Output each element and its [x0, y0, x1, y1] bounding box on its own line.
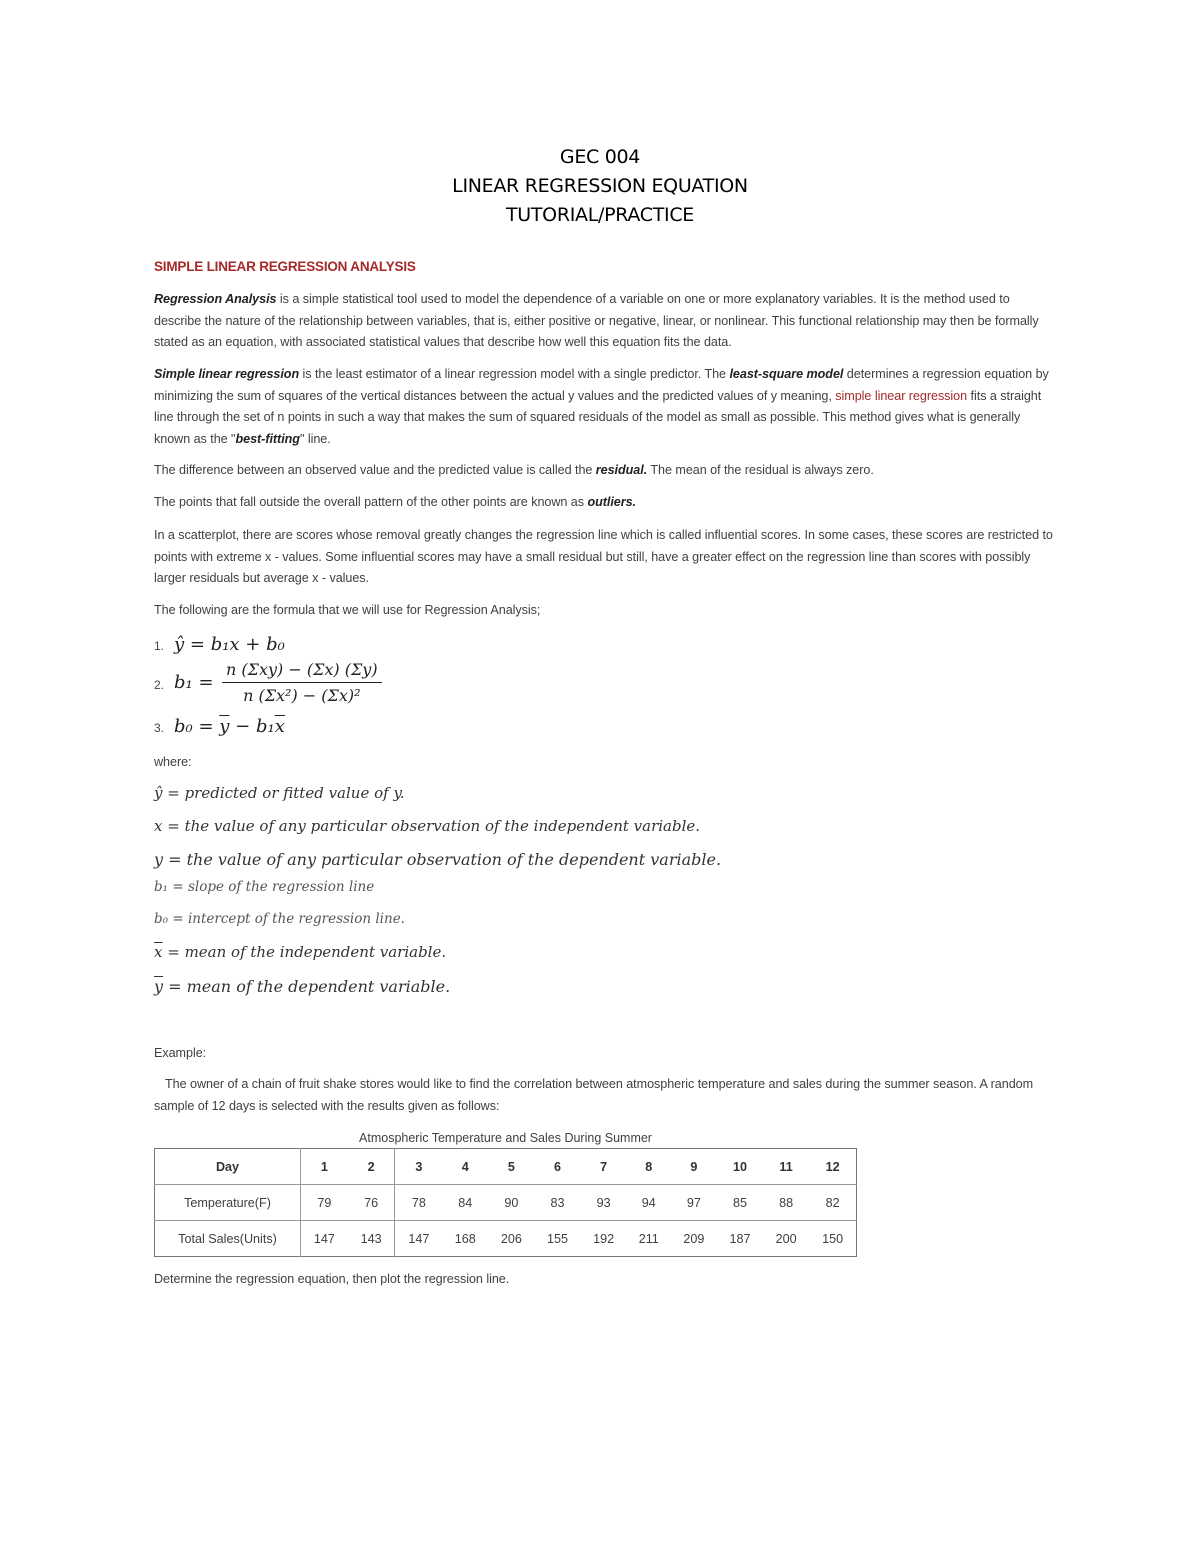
sales-cell: 147 — [395, 1221, 442, 1257]
paragraph-formula-intro: The following are the formula that we will use for Regression Analysis; — [154, 603, 541, 617]
temperature-cell: 94 — [627, 1185, 671, 1221]
formula-slope-lhs: b₁ = — [174, 672, 214, 693]
document-title — [0, 143, 1200, 230]
day-cell: 9 — [690, 1159, 698, 1174]
paragraph-text: is the least estimator of a linear regression model with a single predictor. The — [299, 367, 730, 381]
temperature-cell: 93 — [581, 1185, 627, 1221]
term-residual: residual. — [595, 463, 648, 477]
row-label-temperature: Temperature(F) — [155, 1185, 301, 1221]
definition-text: = mean of the independent variable. — [162, 943, 447, 961]
title-subtitle: TUTORIAL/PRACTICE — [505, 204, 695, 226]
paragraph-text: The difference between an observed value and the predicted value is called the — [154, 463, 596, 477]
row-label-sales: Total Sales(Units) — [155, 1221, 301, 1257]
sales-cell: 211 — [627, 1221, 671, 1257]
temperature-cell: 85 — [717, 1185, 763, 1221]
final-instruction: Determine the regression equation, then plot the regression line. — [154, 1272, 510, 1286]
paragraph-text: fits a straight line through the set of n points in such a way that makes the sum of squared residuals of the model as small as possible. This method gives what is generally known as the " — [154, 388, 1042, 446]
formula-intercept-term: − b₁ — [229, 716, 275, 737]
mean-x-symbol: $\overline{x}$ — [274, 716, 285, 737]
section-heading: SIMPLE LINEAR REGRESSION ANALYSIS — [154, 259, 416, 274]
table-caption: Atmospheric Temperature and Sales During Summer — [359, 1131, 652, 1145]
formula-1 — [154, 634, 285, 655]
formula-slope-numerator: n (Σxy) − (Σx) (Σy) — [222, 658, 382, 683]
where-label: where: — [154, 755, 192, 769]
table-row-temperature — [155, 1185, 857, 1221]
temperature-cell: 79 — [301, 1185, 348, 1221]
sales-cell: 150 — [809, 1221, 856, 1257]
temperature-cell: 78 — [395, 1185, 442, 1221]
day-cell: 12 — [825, 1159, 840, 1174]
definition-text: = mean of the dependent variable. — [163, 977, 451, 996]
paragraph-text: determines a regression equation by minimizing the sum of squares of the vertical distances between the actual y values and the predicted values of y meaning, — [154, 367, 1049, 403]
paragraph-regression-analysis — [154, 289, 1054, 354]
definition-y-hat: ŷ = predicted or fitted value of y. — [154, 784, 405, 802]
definition-mean-x — [154, 943, 446, 961]
temperature-cell: 83 — [534, 1185, 580, 1221]
formula-number: 2. — [154, 678, 165, 692]
formula-slope-denominator: n (Σx²) − (Σx)² — [243, 686, 361, 705]
sales-cell: 206 — [488, 1221, 534, 1257]
temperature-cell: 76 — [348, 1185, 395, 1221]
example-description: The owner of a chain of fruit shake stores would like to find the correlation between atmospheric temperature and sales during the summer season. A random sample of 12 days is selected with the results given as follows: — [154, 1077, 1034, 1113]
temperature-cell: 88 — [763, 1185, 809, 1221]
day-cell: 6 — [554, 1159, 562, 1174]
formula-slope-fraction — [222, 658, 382, 709]
paragraph-influential-scores: In a scatterplot, there are scores whose removal greatly changes the regression line which is called influential scores. In some cases, these scores are restricted to points with extreme x - values. Some influential scores may have a small residual but still, have a greater effect on the regression line than scores with possibly larger residuals but average x - values. — [154, 528, 1053, 585]
mean-y-symbol: $\overline{y}$ — [154, 977, 164, 996]
data-table — [154, 1148, 857, 1257]
definition-slope: b₁ = slope of the regression line — [154, 879, 375, 895]
definition-intercept: b₀ = intercept of the regression line. — [154, 911, 405, 927]
mean-x-symbol: $\overline{x}$ — [154, 943, 163, 961]
paragraph-text: The points that fall outside the overall pattern of the other points are known as — [154, 495, 588, 509]
temperature-cell: 97 — [671, 1185, 717, 1221]
day-cell: 7 — [600, 1159, 608, 1174]
temperature-cell: 90 — [488, 1185, 534, 1221]
sales-cell: 168 — [442, 1221, 488, 1257]
day-cell: 2 — [348, 1149, 395, 1185]
sales-cell: 155 — [534, 1221, 580, 1257]
day-cell: 10 — [732, 1159, 747, 1174]
term-regression-analysis: Regression Analysis — [154, 292, 277, 306]
sales-cell: 143 — [348, 1221, 395, 1257]
definition-x: x = the value of any particular observation of the independent variable. — [154, 817, 701, 835]
sales-cell: 147 — [301, 1221, 348, 1257]
day-cell: 5 — [507, 1159, 515, 1174]
day-cell: 4 — [461, 1159, 469, 1174]
formula-intercept-lhs: b₀ = — [174, 716, 220, 737]
sales-cell: 192 — [581, 1221, 627, 1257]
day-cell: 11 — [779, 1159, 793, 1174]
day-cell: 8 — [645, 1159, 653, 1174]
formula-number: 3. — [154, 721, 165, 735]
title-course-code: GEC 004 — [559, 146, 641, 168]
table-row-sales — [155, 1221, 857, 1257]
definition-y: y = the value of any particular observation of the dependent variable. — [154, 850, 722, 869]
paragraph-text: " line. — [299, 431, 331, 446]
sales-cell: 200 — [763, 1221, 809, 1257]
formula-2 — [154, 658, 414, 714]
sales-cell: 187 — [717, 1221, 763, 1257]
title-topic: LINEAR REGRESSION EQUATION — [452, 175, 748, 197]
day-cell: 1 — [320, 1159, 328, 1174]
paragraph-text: is a simple statistical tool used to model the dependence of a variable on one or more explanatory variables. It is the method used to describe the nature of the relationship between variables, that is, either positive or negative, linear, or nonlinear. This functional relationship may then be formally stated as an equation, with associated statistical values that describe how well this equation fits the data. — [154, 292, 1039, 349]
sales-cell: 209 — [671, 1221, 717, 1257]
table-row-day — [155, 1149, 857, 1185]
paragraph-outliers — [154, 492, 1054, 514]
data-table-container — [154, 1128, 857, 1257]
example-label: Example: — [154, 1046, 207, 1060]
formula-regression-line: ŷ = b₁x + b₀ — [174, 634, 285, 655]
temperature-cell: 82 — [809, 1185, 856, 1221]
paragraph-simple-linear-regression — [154, 364, 1054, 450]
term-best-fitting: best-fitting — [235, 431, 300, 446]
formula-3 — [154, 716, 285, 737]
paragraph-residual — [154, 460, 1054, 482]
day-cell: 3 — [415, 1159, 423, 1174]
term-least-square-model: least-square model — [729, 367, 844, 381]
paragraph-text: The mean of the residual is always zero. — [647, 463, 874, 477]
formula-number: 1. — [154, 639, 165, 653]
term-simple-linear-regression: Simple linear regression — [154, 367, 300, 381]
term-outliers: outliers. — [587, 495, 636, 509]
definition-mean-y — [154, 977, 450, 996]
mean-y-symbol: $\overline{y}$ — [219, 716, 230, 737]
row-label-day: Day — [155, 1149, 301, 1185]
highlight-simple-linear-regression: simple linear regression — [835, 388, 968, 403]
temperature-cell: 84 — [442, 1185, 488, 1221]
